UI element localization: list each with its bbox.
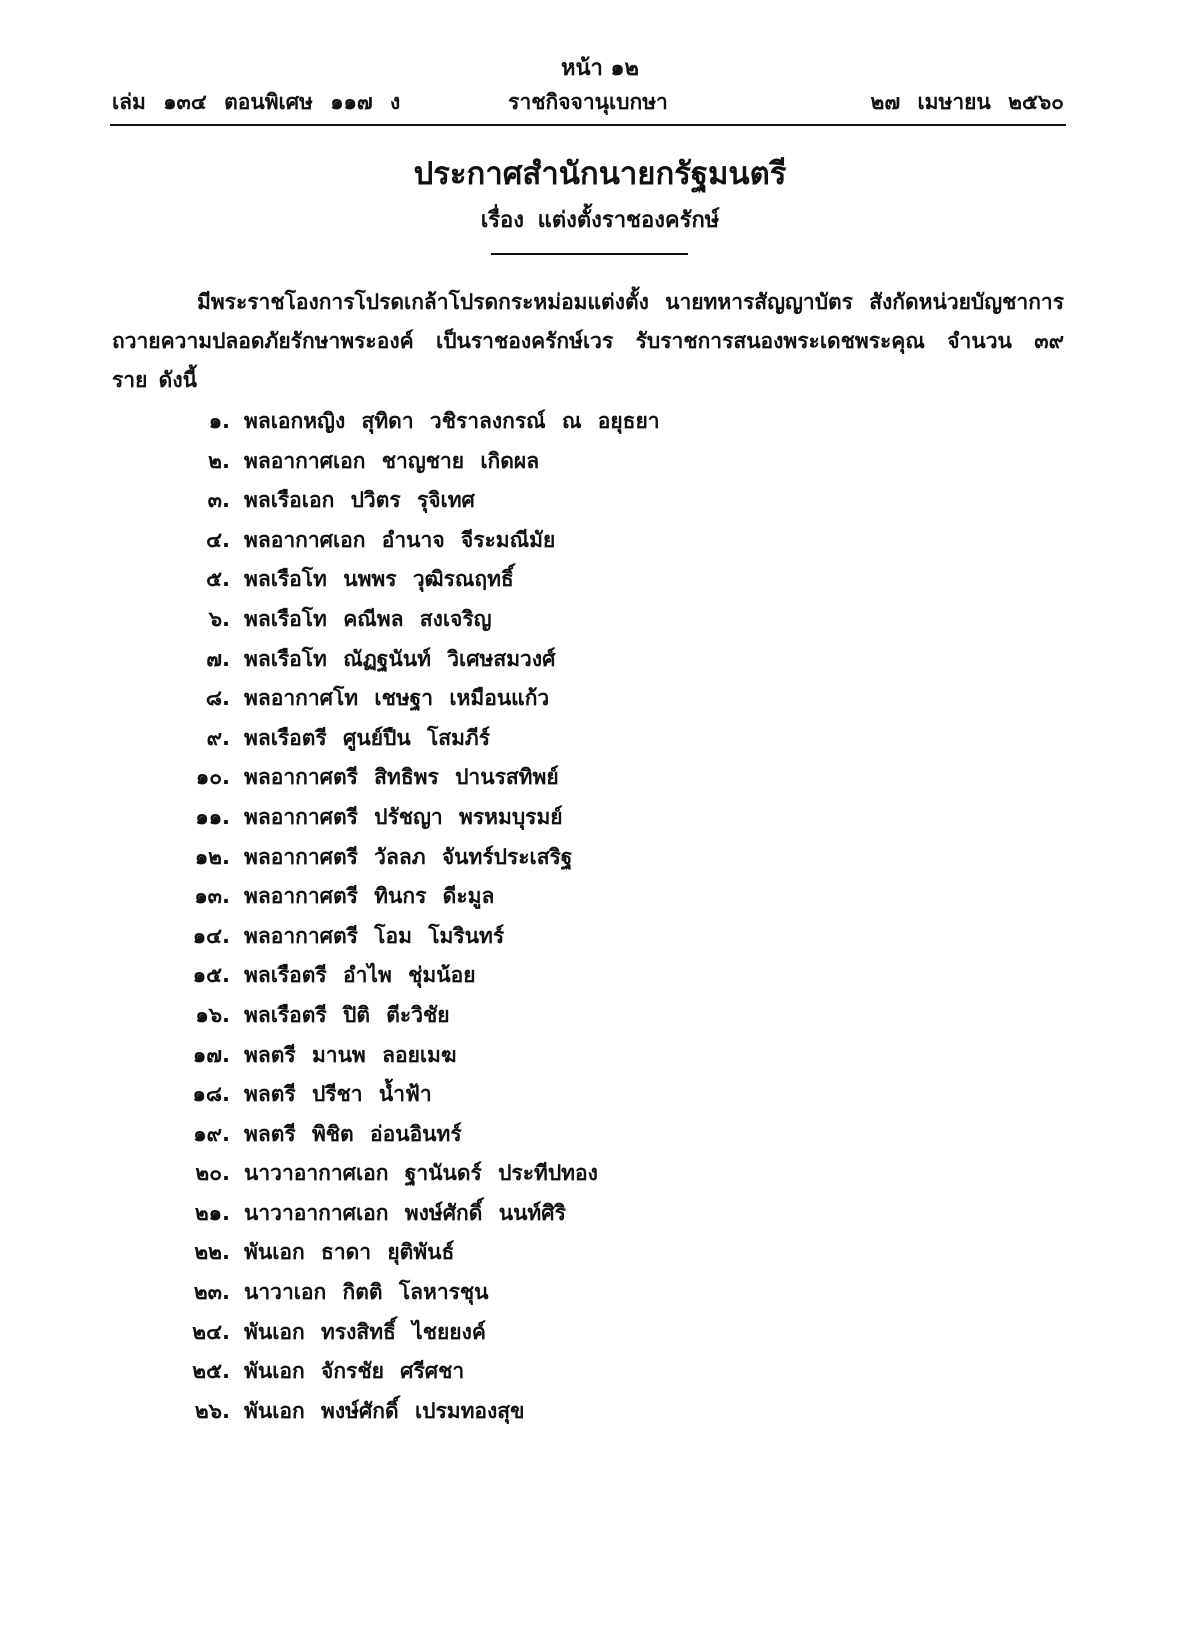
appointee-name: พลอากาศตรี ทินกร ดีะมูล	[244, 884, 495, 909]
list-item	[0, 1194, 1200, 1234]
item-number: ๖.	[208, 606, 230, 631]
list-item	[0, 521, 1200, 561]
appointee-name: พลอากาศตรี ปรัชญา พรหมบุรมย์	[244, 804, 563, 829]
list-item	[0, 838, 1200, 878]
item-number: ๑๐.	[195, 765, 230, 790]
list-item	[0, 798, 1200, 838]
item-number: ๑๕.	[192, 963, 230, 988]
body-paragraph: มีพระราชโองการโปรดเกล้าโปรดกระหม่อมแต่งตั้ง นายทหารสัญญาบัตร สังกัดหน่วยบัญชาการถวายความปลอดภัยรักษาพระองค์ เป็นราชองครักษ์เวร รับราชการสนองพระเดชพระคุณ จำนวน ๓๙ ราย ดังนี้	[112, 290, 1064, 392]
appointee-name: พลอากาศตรี โอม โมรินทร์	[244, 923, 505, 948]
item-number: ๑๘.	[192, 1082, 230, 1107]
page-number: หน้า ๑๒	[560, 56, 640, 81]
appointee-name: พลเรือโท คณีพล สงเจริญ	[244, 606, 492, 631]
item-number: ๒๑.	[194, 1200, 230, 1225]
list-item	[0, 1313, 1200, 1353]
appointee-name: นาวาอากาศเอก พงษ์ศักดิ์ นนท์ศิริ	[244, 1200, 566, 1225]
appointee-name: พลเรือโท นพพร วุฒิรณฤทธิ์	[244, 567, 514, 592]
list-item	[0, 640, 1200, 680]
appointee-name: พลอากาศโท เชษฐา เหมือนแก้ว	[244, 686, 550, 711]
list-item	[0, 1154, 1200, 1194]
appointee-name: พลอากาศตรี วัลลภ จันทร์ประเสริฐ	[244, 844, 573, 869]
header-divider	[110, 124, 1066, 126]
volume-info: เล่ม ๑๓๔ ตอนพิเศษ ๑๑๗ ง	[112, 90, 401, 114]
list-item	[0, 1115, 1200, 1155]
item-number: ๒๐.	[195, 1161, 230, 1186]
item-number: ๑๔.	[192, 923, 230, 948]
document-title: ประกาศสำนักนายกรัฐมนตรี	[413, 156, 787, 192]
list-item	[0, 1233, 1200, 1273]
list-item	[0, 679, 1200, 719]
appointee-name: นาวาอากาศเอก ฐานันดร์ ประทีปทอง	[244, 1161, 598, 1186]
appointee-name: พลตรี พิชิต อ่อนอินทร์	[244, 1121, 462, 1146]
list-item	[0, 917, 1200, 957]
list-item	[0, 758, 1200, 798]
appointee-name: พันเอก จักรชัย ศรีศชา	[244, 1359, 465, 1384]
item-number: ๑๓.	[194, 884, 230, 909]
list-item	[0, 560, 1200, 600]
list-item	[0, 956, 1200, 996]
item-number: ๔.	[206, 527, 230, 552]
item-number: ๒๔.	[192, 1319, 230, 1344]
appointee-name: พลตรี ปรีชา น้ำฟ้า	[244, 1082, 432, 1107]
item-number: ๑๑.	[195, 804, 230, 829]
list-item	[0, 600, 1200, 640]
item-number: ๑๗.	[192, 1042, 230, 1067]
title-divider	[491, 253, 688, 255]
item-number: ๒.	[208, 448, 230, 473]
list-item	[0, 996, 1200, 1036]
item-number: ๕.	[206, 567, 230, 592]
appointee-name: พันเอก พงษ์ศักดิ์ เปรมทองสุข	[244, 1398, 525, 1423]
appointee-name: พลอากาศเอก อำนาจ จีระมณีมัย	[244, 527, 556, 552]
item-number: ๓.	[207, 488, 230, 513]
item-number: ๑๙.	[193, 1121, 230, 1146]
document-subject: เรื่อง แต่งตั้งราชองครักษ์	[480, 208, 720, 233]
item-number: ๙.	[206, 725, 230, 750]
appointee-name: พลตรี มานพ ลอยเมฆ	[244, 1042, 457, 1067]
list-item	[0, 719, 1200, 759]
item-number: ๑๒.	[194, 844, 230, 869]
item-number: ๑๖.	[195, 1002, 230, 1027]
appointee-name: พันเอก ธาดา ยุติพันธ์	[244, 1240, 455, 1265]
appointee-name: นาวาเอก กิตติ โลหารชุน	[244, 1280, 489, 1305]
item-number: ๑.	[208, 409, 230, 433]
list-item	[0, 442, 1200, 482]
list-item	[0, 1075, 1200, 1115]
list-item	[0, 1273, 1200, 1313]
appointee-list	[0, 402, 1200, 1431]
list-item	[0, 1392, 1200, 1432]
appointee-name: พลเรือตรี ศูนย์ปืน โสมภีร์	[244, 725, 491, 750]
appointee-name: พลเรือเอก ปวิตร รุจิเทศ	[244, 488, 475, 513]
item-number: ๒๓.	[193, 1280, 230, 1305]
list-item	[0, 877, 1200, 917]
publication-date: ๒๗ เมษายน ๒๕๖๐	[870, 90, 1064, 114]
item-number: ๗.	[206, 646, 230, 671]
item-number: ๒๒.	[194, 1240, 230, 1265]
appointee-name: พลอากาศตรี สิทธิพร ปานรสทิพย์	[244, 765, 559, 790]
item-number: ๒๕.	[192, 1359, 230, 1384]
appointee-name: พลเอกหญิง สุทิดา วชิราลงกรณ์ ณ อยุธยา	[244, 409, 660, 433]
item-number: ๒๖.	[194, 1398, 230, 1423]
appointee-name: พลอากาศเอก ชาญชาย เกิดผล	[244, 448, 540, 473]
publication-name: ราชกิจจานุเบกษา	[508, 90, 668, 114]
appointee-name: พลเรือตรี อำไพ ชุ่มน้อย	[244, 963, 476, 988]
appointee-name: พลเรือตรี ปิติ ตีะวิชัย	[244, 1002, 450, 1027]
item-number: ๘.	[205, 686, 230, 711]
list-item	[0, 481, 1200, 521]
list-item	[0, 402, 1200, 442]
appointee-name: พันเอก ทรงสิทธิ์ ไชยยงค์	[244, 1319, 486, 1344]
appointee-name: พลเรือโท ณัฏฐนันท์ วิเศษสมวงศ์	[244, 646, 556, 671]
list-item	[0, 1036, 1200, 1076]
list-item	[0, 1352, 1200, 1392]
gazette-header	[112, 86, 1064, 120]
